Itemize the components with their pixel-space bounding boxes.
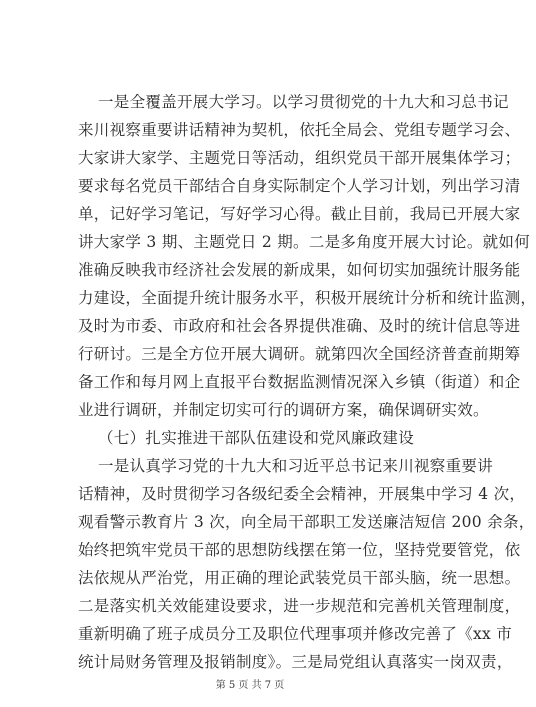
paragraph-line: 大家讲大家学、主题党日等活动，组织党员干部开展集体学习； bbox=[78, 149, 521, 167]
paragraph-line: 业进行调研，并制定切实可行的调研方案，确保调研实效。 bbox=[78, 401, 489, 419]
paragraph-line: 二是落实机关效能建设要求，进一步规范和完善机关管理制度， bbox=[78, 597, 521, 615]
paragraph-line: 法依规从严治党，用正确的理论武装党员干部头脑，统一思想。 bbox=[78, 569, 521, 587]
paragraph-line: 行研讨。三是全方位开展大调研。就第四次全国经济普查前期筹 bbox=[78, 345, 521, 363]
paragraph-line: 重新明确了班子成员分工及职位代理事项并修改完善了《xx 市 bbox=[78, 625, 513, 643]
paragraph-line: 一是全覆盖开展大学习。以学习贯彻党的十九大和习总书记 bbox=[98, 93, 509, 111]
page-footer: 第 5 页 共 7 页 bbox=[215, 680, 285, 691]
paragraph-line: 及时为市委、市政府和社会各界提供准确、及时的统计信息等进 bbox=[78, 317, 521, 335]
paragraph-line: 一是认真学习党的十九大和习近平总书记来川视察重要讲 bbox=[98, 457, 494, 475]
paragraph-line: 准确反映我市经济社会发展的新成果，如何切实加强统计服务能 bbox=[78, 261, 521, 279]
paragraph-line: 力建设，全面提升统计服务水平，积极开展统计分析和统计监测， bbox=[78, 289, 536, 307]
paragraph-line: 要求每名党员干部结合自身实际制定个人学习计划，列出学习清 bbox=[78, 177, 521, 195]
paragraph-line: 观看警示教育片 3 次，向全局干部职工发送廉洁短信 200 余条， bbox=[78, 513, 535, 531]
section-heading: （七）扎实推进干部队伍建设和党风廉政建设 bbox=[98, 429, 415, 447]
paragraph-line: 来川视察重要讲话精神为契机，依托全局会、党组专题学习会、 bbox=[78, 121, 521, 139]
paragraph-line: 备工作和每月网上直报平台数据监测情况深入乡镇（街道）和企 bbox=[78, 373, 521, 391]
paragraph-line: 统计局财务管理及报销制度》。三是局党组认真落实一岗双责， bbox=[78, 653, 513, 671]
paragraph-line: 单，记好学习笔记，写好学习心得。截止目前，我局已开展大家 bbox=[78, 205, 521, 223]
paragraph-line: 始终把筑牢党员干部的思想防线摆在第一位，坚持党要管党，依 bbox=[78, 541, 521, 559]
paragraph-line: 话精神，及时贯彻学习各级纪委全会精神，开展集中学习 4 次， bbox=[78, 485, 526, 503]
paragraph-line: 讲大家学 3 期、主题党日 2 期。二是多角度开展大讨论。就如何 bbox=[78, 233, 531, 251]
